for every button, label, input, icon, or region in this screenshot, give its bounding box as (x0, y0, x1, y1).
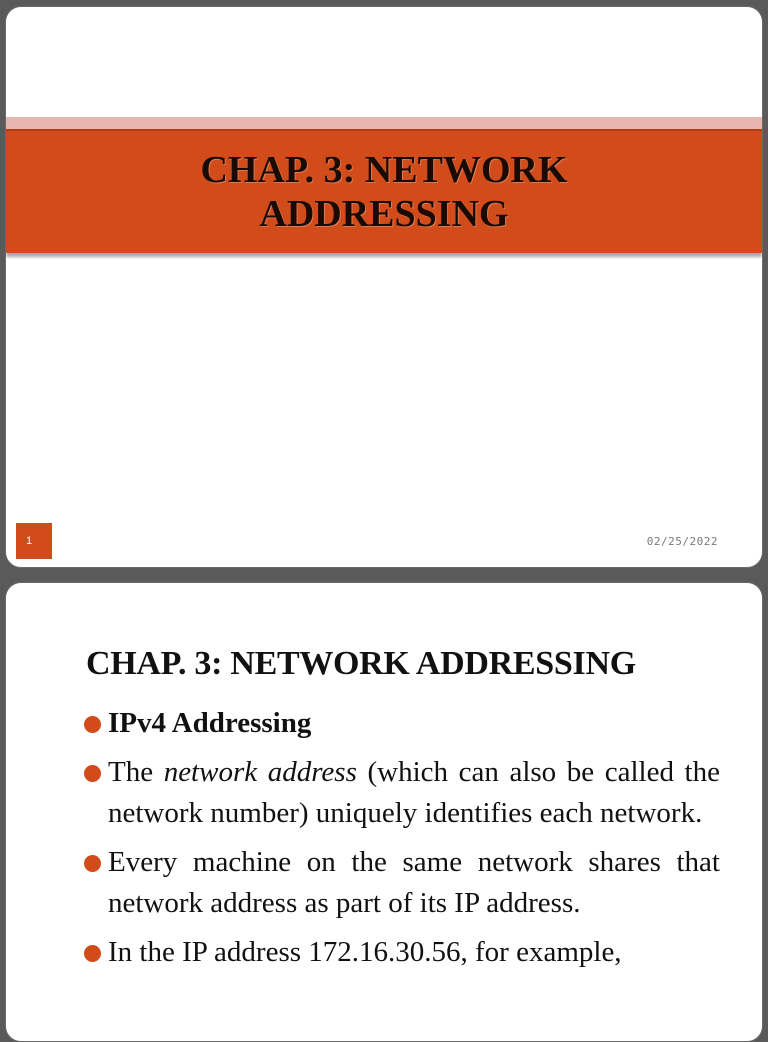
bullet-dot-icon (84, 855, 101, 872)
slide-date: 02/25/2022 (646, 535, 718, 548)
bullet-text: IPv4 Addressing (108, 707, 312, 739)
slide-title (154, 148, 614, 236)
bullet-dot-icon (84, 716, 101, 733)
bullet-text-emphasis: network address (163, 756, 357, 788)
bullet-dot-icon (84, 945, 101, 962)
bullet-item (84, 932, 720, 973)
bullet-item (84, 842, 720, 924)
slide-title-line-2: ADDRESSING (259, 193, 509, 235)
content-slide-heading: CHAP. 3: NETWORK ADDRESSING (86, 645, 636, 682)
bullet-text-post: (which can also be called the network number) uniquely identifies each network. (108, 756, 720, 829)
bullet-item (84, 752, 720, 834)
slide-number: 1 (16, 523, 52, 559)
bullet-dot-icon (84, 765, 101, 782)
title-slide (5, 6, 763, 568)
slide-title-line-1: CHAP. 3: NETWORK (200, 149, 568, 191)
bullet-text: In the IP address 172.16.30.56, for example, (108, 936, 622, 968)
title-band-highlight (6, 117, 762, 129)
bullet-list (84, 703, 720, 981)
bullet-text: Every machine on the same network shares that network address as part of its IP address. (108, 846, 720, 919)
bullet-item (84, 703, 720, 744)
title-band (6, 129, 762, 253)
content-slide (5, 582, 763, 1042)
bullet-text-pre: The (108, 756, 164, 788)
